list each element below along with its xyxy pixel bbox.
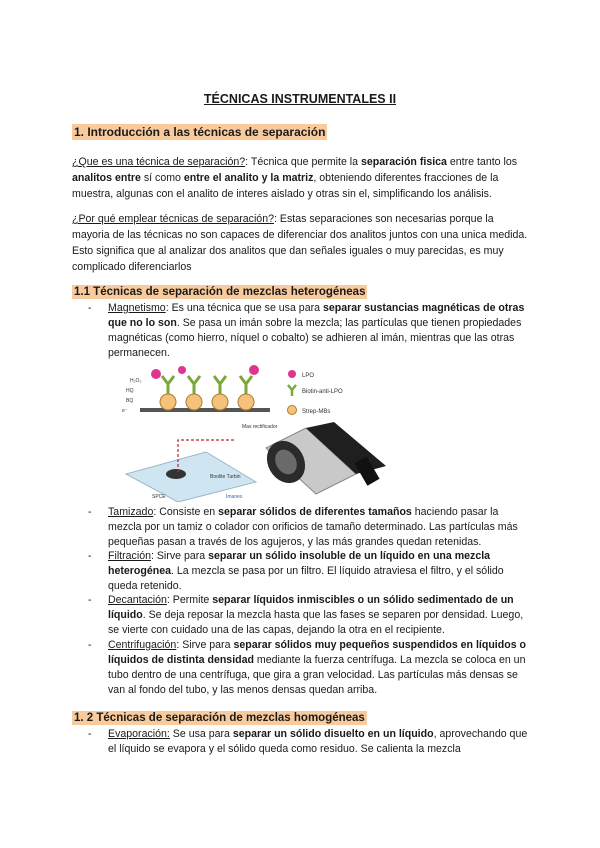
legend-biotin: Biotin-anti-LPO	[302, 389, 343, 395]
bead-row	[160, 394, 254, 410]
term-label: Centrifugación	[108, 639, 177, 651]
section-1-2-heading-text: 1. 2 Técnicas de separación de mezclas homogéneas	[74, 712, 365, 724]
bold-span: separación fisica	[360, 156, 447, 168]
list-item-magnetismo	[88, 301, 528, 361]
label-imanes: Imanes	[226, 494, 243, 500]
bold-span: entre el analito y la matriz	[183, 172, 314, 184]
paragraph-why-use	[72, 211, 528, 275]
list-dash: -	[88, 728, 92, 740]
label-holder: Boolite Turbin	[210, 474, 241, 480]
list-item-evaporacion	[88, 727, 528, 757]
list-item-decantacion	[88, 593, 528, 638]
bold-span: separar líquidos inmiscibles o un sólido sedimentado de un líquido	[108, 594, 514, 621]
text-span: mediante la fuerza centrífuga. La mezcla se coloca en un tubo dentro de una centrífuga, que gira a gran velocidad. Las partículas más densas se van al fondo del tubo, y las menos densas quedan arriba.	[108, 654, 526, 696]
text-span: : Sirve para	[176, 639, 234, 651]
legend-lpo-marker	[288, 370, 296, 378]
section-1-2-heading	[72, 711, 367, 725]
bold-span: separar un sólido disuelto en un líquido	[232, 728, 434, 740]
list-item-text	[108, 638, 528, 698]
paragraph-what-is	[72, 154, 528, 202]
legend-lpo: LPO	[302, 373, 315, 379]
text-span: : Estas separaciones son necesarias porque la mayoria de las técnicas no son capaces de diferenciar dos analitos juntos con una unica medida. Esto significa que al analizar dos analitos que dan señales iguales o muy parecidas, es muy complicado diferenciarlos	[72, 213, 528, 273]
label-electron: e⁻	[122, 408, 128, 414]
section-1-1-heading-text: 1.1 Técnicas de separación de mezclas heterogéneas	[74, 286, 366, 298]
text-span: entre tanto los	[446, 156, 518, 168]
bold-span: separar un sólido insoluble de un líquido en una mezcla heterogénea	[108, 550, 491, 577]
section-1-heading-text: 1. Introducción a las técnicas de separación	[74, 125, 326, 139]
text-span: : Técnica que permite la	[245, 156, 361, 168]
text-span: haciendo pasar la mezcla por un tamiz o colador con orificios de tamaño determinado. Las partículas más pequeñas pasan a través de los agujeros, y las más grandes quedan retenidas.	[108, 506, 518, 548]
legend-bead-marker	[288, 406, 297, 415]
list-item-text	[108, 505, 528, 550]
term-label: Magnetismo	[108, 302, 166, 314]
section-1-heading	[72, 124, 327, 140]
term-label: Tamizado	[108, 506, 154, 518]
text-span: , aprovechando que el líquido se evapora y el sólido queda como residuo. Se calienta la mezcla	[108, 728, 528, 755]
bold-span: separar sólidos muy pequeños suspendidos en líquidos o líquidos de distinta densidad	[108, 639, 526, 666]
list-dash: -	[88, 302, 92, 314]
list-dash: -	[88, 639, 92, 651]
section-1-1-heading	[72, 285, 367, 299]
antibody-shapes	[162, 376, 252, 394]
magnetic-separation-figure	[116, 362, 484, 502]
label-spce: SPCE	[152, 494, 166, 500]
document-title: TÉCNICAS INSTRUMENTALES II	[203, 92, 397, 106]
magnet-device	[259, 422, 386, 494]
text-span: : Sirve para	[150, 550, 209, 562]
list-item-filtracion	[88, 549, 528, 594]
label-hq: HQ	[126, 388, 134, 394]
question-what-is: ¿Que es una técnica de separación?	[72, 156, 246, 168]
list-dash: -	[88, 506, 92, 518]
text-span: : Permite	[166, 594, 213, 606]
text-span: . Se deja reposar la mezcla hasta que las fases se separen por densidad. Luego, se vierte con cuidado una de las capas, dejando la otra en el recipiente.	[108, 609, 524, 636]
bold-span: separar sólidos de diferentes tamaños	[218, 506, 412, 518]
list-item-tamizado	[88, 505, 528, 550]
list-item-text	[108, 593, 528, 638]
list-item-text	[108, 549, 528, 594]
text-span: . La mezcla se pasa por un filtro. El líquido atraviesa el filtro, y el sólido queda retenido.	[108, 565, 504, 592]
text-span: . Se pasa un imán sobre la mezcla; las partículas que tienen propiedades magnéticas (como hierro, níquel o cobalto) se adhieren al imán, mientras que las otras permanecen.	[108, 317, 522, 359]
lpo-dots	[151, 365, 259, 379]
label-rectifier: Mas rectificador	[242, 424, 278, 430]
question-why-use: ¿Por qué emplear técnicas de separación?	[72, 213, 274, 225]
list-item-text	[108, 301, 528, 361]
bold-span: analitos entre	[72, 172, 141, 184]
label-bq: BQ	[126, 398, 134, 404]
text-span: sí como	[140, 172, 184, 184]
term-label: Filtración	[108, 550, 151, 562]
label-h2o2: H₂O₂	[130, 378, 142, 384]
legend-antibody-marker	[288, 385, 296, 396]
list-item-text	[108, 727, 528, 757]
legend-strep: Strep-MBs	[302, 409, 331, 415]
text-span: : Es una técnica que se usa para	[165, 302, 323, 314]
term-label: Decantación	[108, 594, 167, 606]
text-span: , obteniendo diferentes fracciones de la muestra, algunas con el analito de interes aislado y otras sin el, simplificando los análisis.	[72, 172, 499, 200]
list-item-centrifugacion	[88, 638, 528, 698]
list-dash: -	[88, 594, 92, 606]
bold-span: separar sustancias magnéticas de otras que no lo son	[108, 302, 525, 329]
list-dash: -	[88, 550, 92, 562]
electrode-spot	[166, 469, 186, 479]
text-span: : Consiste en	[153, 506, 219, 518]
term-label: Evaporación:	[108, 728, 170, 740]
text-span: Se usa para	[169, 728, 233, 740]
